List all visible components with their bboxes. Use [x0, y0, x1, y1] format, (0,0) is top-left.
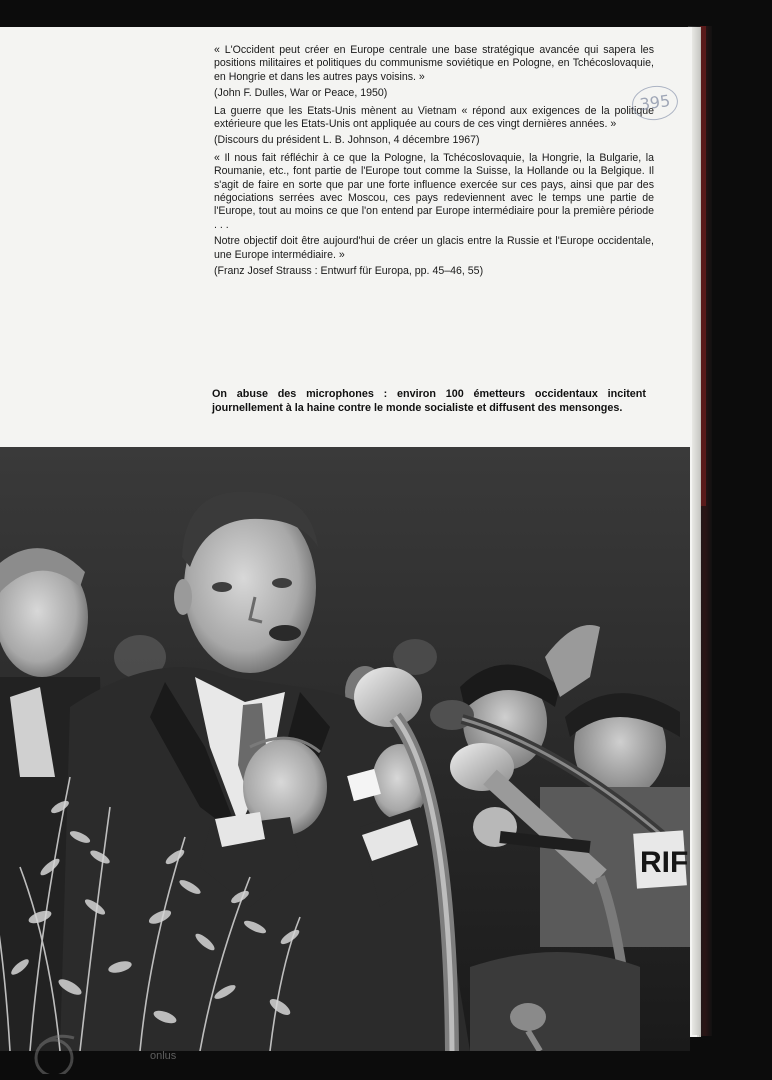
source-strauss: (Franz Josef Strauss : Entwurf für Europa, pp. 45–46, 55): [214, 265, 484, 278]
mic-sign-label: RIF: [640, 846, 689, 879]
quote-johnson: La guerre que les Etats-Unis mènent au Vietnam « répond aux exigences de la politique extérieure que les Etats-Unis ont appliquée au cours de ces vingt dernières années. »: [214, 104, 654, 131]
quote-strauss-2: Notre objectif doit être aujourd'hui de créer un glacis entre la Russie et l'Europe occidentale, une Europe intermédiaire. »: [214, 235, 654, 261]
watermark-logo-icon: [28, 1030, 88, 1074]
press-photo: [0, 447, 690, 1051]
quote-strauss-1: « Il nous fait réfléchir à ce que la Pologne, la Tchécoslovaquie, la Hongrie, la Bulgarie, la Roumanie, etc., font partie de l'Europe tout comme la Suisse, la Hollande ou la Belgique. Il s'agit de faire en sorte que par une forte influence exercée sur ces pays, ainsi que par des négociations serrées avec Moscou, ces pays redeviennent avec le temps une partie de l'Europe, tout au moins ce que l'on entend par Europe intermédiaire pour la première période . . .: [214, 151, 654, 231]
source-johnson: (Discours du président L. B. Johnson, 4 décembre 1967): [214, 134, 480, 147]
quote-block: [214, 44, 654, 283]
library-stamp: 395: [630, 83, 680, 123]
quote-dulles: « L'Occident peut créer en Europe centrale une base stratégique avancée qui sapera les positions militaires et politiques du communisme soviétique en Pologne, en Tchécoslovaquie, en Hongrie et dans les autres pays voisins. »: [214, 44, 654, 83]
page-edges: [692, 27, 700, 1035]
watermark-text: onlus: [150, 1050, 177, 1062]
photo-caption: On abuse des microphones : environ 100 émetteurs occidentaux incitent journellement à la haine contre le monde socialiste et diffusent des mensonges.: [212, 388, 646, 414]
source-dulles: (John F. Dulles, War or Peace, 1950): [214, 87, 388, 100]
book-cover-edge: [700, 26, 706, 506]
